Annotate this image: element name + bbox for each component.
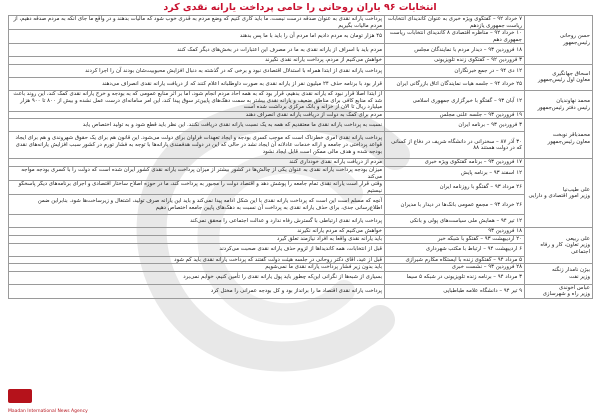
table-row: [9, 181, 593, 195]
table-row: [9, 228, 593, 236]
statement-date-cell: ۶ اردیبهشت ۹۴ – ارتباط با مکتب شهرداری: [385, 243, 525, 256]
official-name-cell: علی طیب‌نیا وزیر امور اقتصادی و دارایی: [525, 159, 593, 228]
agency-name: Maadan International News Agency: [8, 409, 88, 414]
statement-quote-cell: پرداخت یارانه نقدی ارتباطی با گسترش رفاه ندارد و عدالت اجتماعی را محقق نمی‌کند: [9, 215, 385, 228]
statement-quote-cell: باید یارانه نقدی واقعاً به افراد نیازمند تعلق گیرد: [9, 235, 385, 243]
table-row: [9, 44, 593, 57]
table-row: [9, 243, 593, 256]
table-row: [9, 132, 593, 159]
statement-quote-cell: قبل از انتخابات، همه کاندیداها از لزوم حذف یارانه نقدی صحبت می‌کردند: [9, 243, 385, 256]
statement-date-cell: ۷ خرداد ۹۲ – گفتگوی ویژه خبری به عنوان کاندیدای انتخابات ریاست جمهوری یازدهم: [385, 16, 525, 30]
table-row: [9, 30, 593, 44]
statement-date-cell: ۱۹ فروردین ۹۳ – جلسه علنی مجلس: [385, 111, 525, 119]
statement-quote-cell: میزان بودجه پرداخت یارانه نقدی به عنوان یکی از چالش‌ها در کشور بیشتر از میزان پرداخت یارانه نقدی کشور ایران شده است که دولت را با کسری بودجه مواجه می‌کند: [9, 166, 385, 180]
page-title: انتخابات ۹۶ باران روحانی را حامی پرداخت یارانه نقدی کرد: [163, 2, 437, 13]
statement-quote-cell: پرداخت یارانه نقدی از ابتدا همراه با استدلال اقتصادی نبود و برخی که در گذشته به دنبال افزایش محبوبیت‌شان بودند آن را اجرا کردند: [9, 64, 385, 77]
official-name-cell: بیژن نامدار زنگنه وزیر نفت: [525, 264, 593, 285]
statement-quote-cell: پرداخت یارانه نقدی اقتصاد ما را برانداز بود و کل بودجه عمرانی را مختل کرد: [9, 284, 385, 298]
statement-date-cell: ۲۰ اردیبهشت ۹۳ – گفتگو با شبکه خبر: [385, 235, 525, 243]
statement-quote-cell: نسبت به پرداخت یارانه نقدی ما معتقدیم که همه به یک نسبت یارانه نقدی دریافت نکنند. این نظر باید قطع شود و به تولید اختصاص یابد: [9, 119, 385, 132]
statement-date-cell: ۳ فروردین ۹۳ – برنامه ایران: [385, 119, 525, 132]
official-name-cell: محمد نهاوندیان رئیس دفتر رئیس‌جمهور: [525, 90, 593, 118]
statement-date-cell: ۵ مرداد ۹۴ – گفتگوی زنده با ایستگاه مکارم شیرازی: [385, 256, 525, 264]
official-name-cell: اسحاق جهانگیری معاون اول رئیس‌جمهور: [525, 64, 593, 90]
table-row: [9, 77, 593, 90]
statement-quote-cell: مردم برای کمک به دولت از دریافت یارانه نقدی انصراف دهند: [9, 111, 385, 119]
table-row: [9, 264, 593, 272]
statement-quote-cell: ۴۵ هزار تومان به مردم دادیم اما مردم آن را باید با ما پس بدهند: [9, 30, 385, 44]
statement-date-cell: ۱۲ آبان ۹۳ – گفتگو با خبرگزاری جمهوری اسلامی: [385, 90, 525, 111]
table-row: [9, 195, 593, 215]
statement-quote-cell: قرار بود با برنامه حذف ۲۴ میلیون نفر از یارانه نقدی به صورت داوطلبانه اعلام کنند که از دریافت یارانه نقدی انصراف می‌دهند: [9, 77, 385, 90]
statement-date-cell: ۲۵ خرداد ۹۴ – جلسه هیات نمایندگان اتاق بازرگانی ایران: [385, 77, 525, 90]
statement-date-cell: ۱۸ فروردین ۹۳ – دیدار مردم با نمایندگان مجلس: [385, 44, 525, 57]
statement-date-cell: ۱۸ فروردین ۹۳: [385, 228, 525, 236]
statement-quote-cell: مردم از دریافت یارانه نقدی خودداری کنند: [9, 159, 385, 167]
statement-date-cell: ۹ تیر ۹۴ – دانشگاه علامه طباطبایی: [385, 284, 525, 298]
statement-quote-cell: خواهش می‌کنیم که مردم یارانه نگیرند: [9, 228, 385, 236]
statement-quote-cell: خواهش می‌کنیم از مردم، پرداخت یارانه نقدی نگیرند: [9, 57, 385, 65]
official-name-cell: علی ربیعی وزیر تعاون، کار و رفاه اجتماعی: [525, 228, 593, 264]
statement-quote-cell: پرداخت یارانه نقدی امری خطرناک است که موجب کسری بودجه و ایجاد تعهدات فراوان برای دولت می‌شود. این قانون هم برای یک حقوق شهروندی و هم برای ایجاد قواعد پرداختی در جامعه و ارائه خدمات عادلانه آن ایجاد نشد در حالی که این در دولت هدفمندی یارانه‌ها با توجه به فشار تورم در کشور سبب افزایش یارانه‌های نقدی بودجه شده و هدف مالی ممکن است قابل ایجاد نشود: [9, 132, 385, 159]
statement-date-cell: ۲۸ فروردین ۹۳ – نشست خبری: [385, 264, 525, 272]
statements-table: [8, 15, 593, 299]
table-row: [9, 16, 593, 30]
statement-date-cell: ۳۰ آذر ۸۷ – سخنرانی در دانشگاه شریف در دفاع از کسانی که در دولت هستند ۸۸: [385, 132, 525, 159]
statement-date-cell: ۳ مرداد ۹۴ – برنامه زنده تلویزیونی در شبکه ۵ سیما: [385, 271, 525, 284]
statement-quote-cell: باید بدون زیر فشار پرداخت یارانه نقدی ما نمی‌شویم: [9, 264, 385, 272]
table-row: [9, 159, 593, 167]
statement-quote-cell: آنچه که مسلم است این است که پرداخت یارانه نقدی با این شکل ادامه پیدا نمی‌کند و باید این یارانه صرف تولید، اشتغال و زیرساخت‌ها شود. بنابراین ضمن اطلاع‌رسانی جدی، برای حذف یارانه نقدی به پرداخت آن نسبت به دهک‌های پایین جامعه اختصاص دهیم: [9, 195, 385, 215]
table-row: [9, 57, 593, 65]
statement-quote-cell: بسیاری از شبه‌ها از نگرانی این‌که چطور باید پول یارانه نقدی را تأمین کنیم، خوابم نمی‌برد: [9, 271, 385, 284]
statement-quote-cell: از ابتدا اصلاً قرار نبود که یارانه نقدی بدهیم، قرار بود که به همه آحاد مردم انجام شود، اما بر اثر منابع عمومی که به بودجه و خرج یارانه نقدی کمک کند، این روند باعث شد که منابع کافی برای مناطق ضعیف و یارانه نقدی بیشتر به سمت دهک‌های پایین‌تر سوق پیدا کند، این امر سامانه‌ای درست عمل نشده و بیش از ۸۰۰ تا ۹۰۰ هزار میلیارد ریال تا الان از خزانه و بانک مرکزی برداشت شده است: [9, 90, 385, 111]
table-row: [9, 119, 593, 132]
table-row: [9, 111, 593, 119]
table-row: [9, 284, 593, 298]
table-row: [9, 235, 593, 243]
table-row: [9, 215, 593, 228]
statement-quote-cell: پرداخت یارانه نقدی به عنوان صدقه درست نیست، ما باید کاری کنیم که وضع مردم به قدری خوب شود که مالیات بدهند و در واقع ما جای آنکه به مردم صدقه دهیم، از مردم مالیات بگیریم: [9, 16, 385, 30]
statement-date-cell: ۱۷ فروردین ۹۳ – برنامه گفتگوی ویژه خبری: [385, 159, 525, 167]
statement-quote-cell: مردم باید با اسراف از یارانه نقدی به ما در مصرف این اعتبارات در بخش‌های دیگر کمک کنند: [9, 44, 385, 57]
statement-date-cell: ۱۲ تیر ۹۴ – همایش ملی سیاست‌های پولی و بانکی: [385, 215, 525, 228]
table-row: [9, 90, 593, 111]
table-row: [9, 256, 593, 264]
footer: [4, 401, 124, 415]
official-name-cell: عباس آخوندی وزیر راه و شهرسازی: [525, 284, 593, 298]
statement-date-cell: ۲۶ مرداد ۹۳ – گفتگو با روزنامه ایران: [385, 181, 525, 195]
official-name-cell: محمدباقر نوبخت معاون رئیس‌جمهور: [525, 119, 593, 159]
statement-date-cell: ۳ فروردین ۹۲ – گفتگوی زنده تلویزیونی: [385, 57, 525, 65]
statement-date-cell: ۱۲ اسفند ۹۳ – برنامه پایش: [385, 166, 525, 180]
statement-quote-cell: وقتی قرار است یارانه نقدی تمام جامعه را پوشش دهد و اقتصاد دولت را مجبور به پرداخت کند، ما در حوزه اصلاح ساختار اقتصادی و اجرای برنامه‌های دیگر پاسخگو نیستیم: [9, 181, 385, 195]
statement-date-cell: ۲۶ خرداد ۹۳ – مجمع عمومی بانک‌ها در دیدار با مدیران: [385, 195, 525, 215]
statement-quote-cell: قبل از عید، آقای دکتر روحانی در جلسه هیئت دولت گفتند که پرداخت یارانه نقدی باید کم شود: [9, 256, 385, 264]
agency-logo-icon: [8, 389, 32, 403]
official-name-cell: حسن روحانی رئیس‌جمهور: [525, 16, 593, 65]
table-row: [9, 166, 593, 180]
table-row: [9, 64, 593, 77]
statement-date-cell: ۱۰ خرداد ۹۲ – مناظره اقتصادی ۸ کاندیدای انتخابات ریاست جمهوری دهم: [385, 30, 525, 44]
table-row: [9, 271, 593, 284]
statement-date-cell: ۱۲ دی ۹۴ – در جمع خبرنگاران: [385, 64, 525, 77]
